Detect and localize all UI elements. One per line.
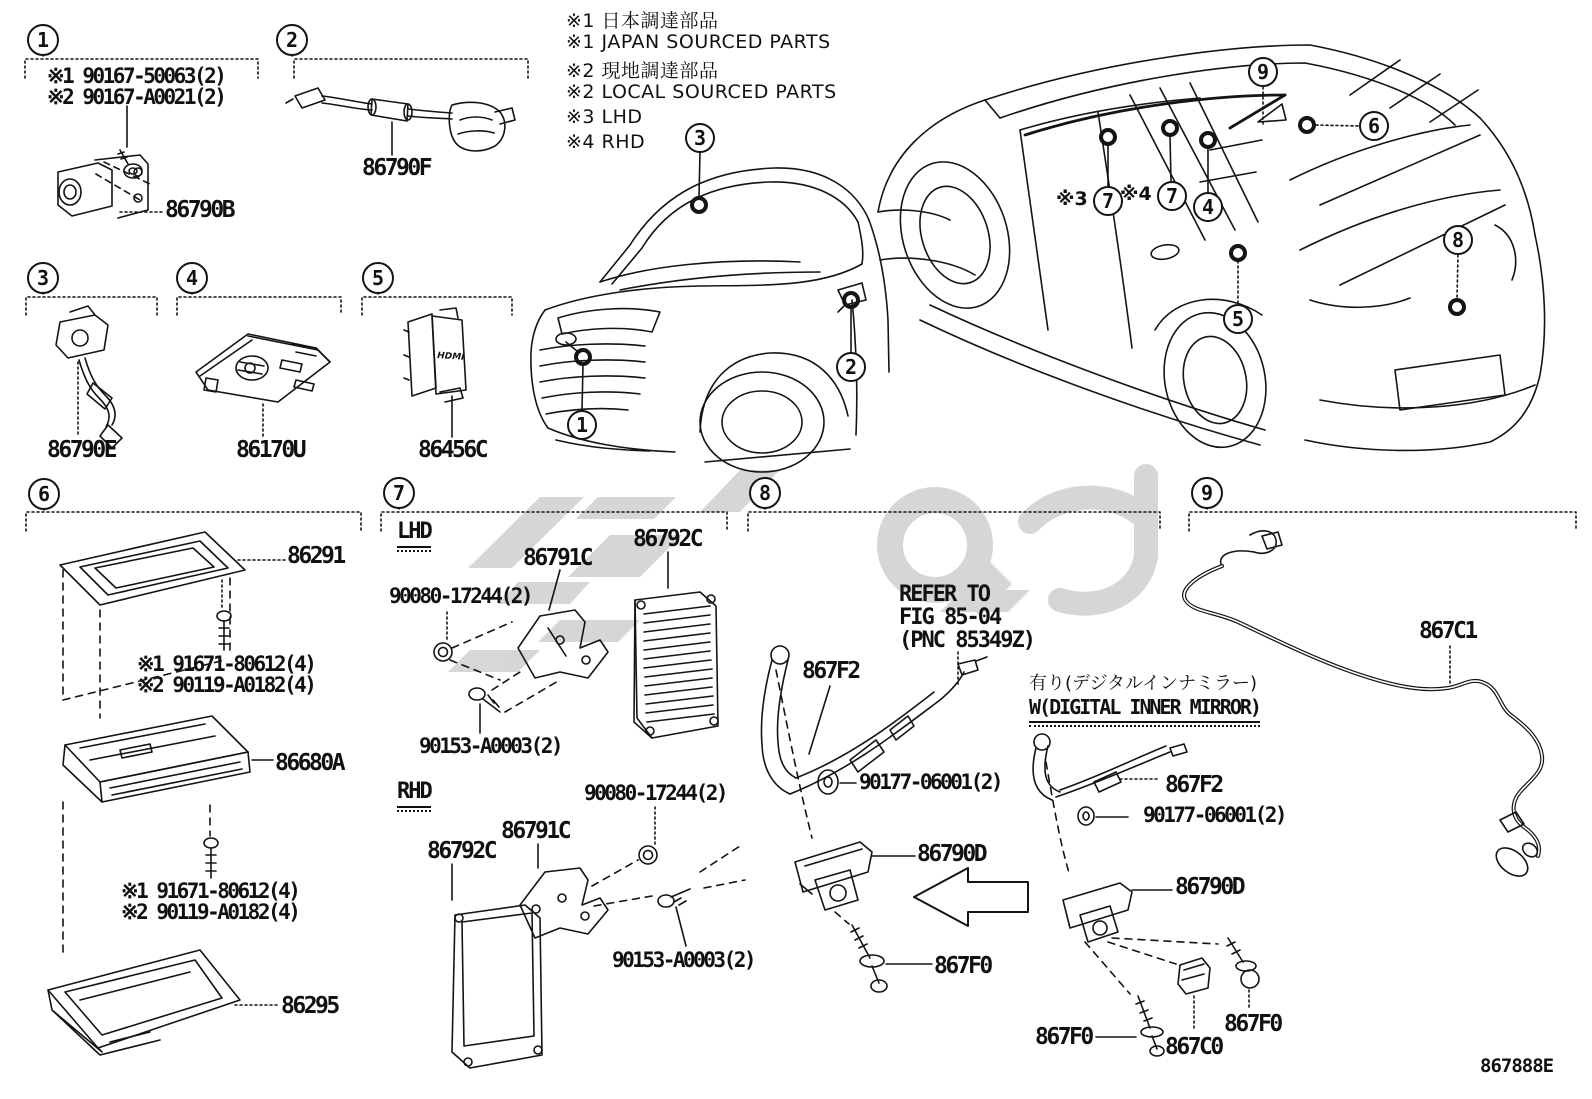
- svg-text:5: 5: [1231, 307, 1245, 331]
- part-number-86790F[interactable]: 86790F: [362, 155, 431, 181]
- part-number-867C1[interactable]: 867C1: [1419, 618, 1476, 644]
- part-number-90153-lhd[interactable]: 90153-A0003(2): [419, 734, 562, 758]
- part-note: ※1 91671-80612(4): [121, 879, 299, 903]
- rear-mark-rhd: ※4: [1120, 183, 1152, 205]
- hdmi-logo-text: HDMI: [436, 351, 465, 363]
- svg-text:3: 3: [36, 266, 50, 290]
- s7-rhd-drawing: [452, 807, 745, 1068]
- s7-lhd-drawing: [434, 552, 718, 738]
- legend-line: ※1 JAPAN SOURCED PARTS: [566, 31, 831, 53]
- callout-section-9: [1192, 478, 1222, 508]
- refer-note-line2: FIG 85-04: [899, 605, 1001, 630]
- rear-mark-lhd: ※3: [1056, 188, 1088, 210]
- callout-section-3: [28, 263, 58, 293]
- part-number-90177[interactable]: 90177-06001(2): [859, 770, 1002, 794]
- part-number-86680A[interactable]: 86680A: [275, 750, 344, 776]
- callout-car-7b: [1158, 182, 1186, 210]
- part-86456C-drawing: [404, 308, 466, 437]
- part-number-90177-dim[interactable]: 90177-06001(2): [1143, 803, 1286, 827]
- callout-car-1: [568, 411, 596, 439]
- svg-text:1: 1: [36, 28, 50, 52]
- part-86170U-drawing: [196, 334, 330, 437]
- svg-text:7: 7: [392, 481, 406, 505]
- callout-section-5: [363, 263, 393, 293]
- part-note: ※1 91671-80612(4): [137, 652, 315, 676]
- svg-text:6: 6: [37, 482, 51, 506]
- callout-section-7: [384, 478, 414, 508]
- svg-text:6: 6: [1367, 114, 1381, 138]
- callout-car-7a: [1094, 187, 1122, 215]
- refer-note-line3: (PNC 85349Z): [899, 628, 1034, 653]
- dim-title-jp: 有り(デジタルインナミラー): [1029, 673, 1258, 694]
- callout-section-1: [28, 25, 58, 55]
- part-number-867F2[interactable]: 867F2: [802, 658, 859, 684]
- callout-section-6: [29, 479, 59, 509]
- svg-text:4: 4: [185, 266, 199, 290]
- part-number-86790D-dim[interactable]: 86790D: [1175, 874, 1244, 900]
- svg-text:7: 7: [1165, 184, 1179, 208]
- part-number-867C0[interactable]: 867C0: [1165, 1034, 1222, 1060]
- part-note: ※2 90119-A0182(4): [137, 673, 315, 697]
- svg-text:2: 2: [285, 28, 299, 52]
- part-number-867F0[interactable]: 867F0: [934, 953, 991, 979]
- callout-section-8: [750, 478, 780, 508]
- part-86790B-drawing: [58, 106, 163, 218]
- legend: [566, 6, 837, 156]
- part-number-867F0-dim-right[interactable]: 867F0: [1224, 1011, 1281, 1037]
- callout-car-6: [1360, 112, 1388, 140]
- part-note: ※1 90167-50063(2): [47, 64, 225, 88]
- part-number-86790B[interactable]: 86790B: [165, 197, 234, 223]
- legend-line: ※2 現地調達部品: [566, 60, 719, 82]
- part-86790E-drawing: [56, 306, 122, 448]
- watermark-logo: [448, 470, 1146, 672]
- callout-car-9: [1249, 58, 1277, 86]
- callout-car-2: [837, 353, 865, 381]
- callout-section-4: [177, 263, 207, 293]
- part-number-86456C[interactable]: 86456C: [418, 437, 487, 463]
- part-number-86170U[interactable]: 86170U: [236, 437, 305, 463]
- legend-line: ※1 日本調達部品: [566, 10, 719, 32]
- part-number-90153-rhd[interactable]: 90153-A0003(2): [612, 948, 755, 972]
- diagram-code: 867888E: [1480, 1055, 1554, 1077]
- callout-section-2: [277, 25, 307, 55]
- part-number-90080-lhd[interactable]: 90080-17244(2): [389, 584, 532, 608]
- dim-title-en: W(DIGITAL INNER MIRROR): [1029, 695, 1260, 723]
- part-number-90080-rhd[interactable]: 90080-17244(2): [584, 781, 727, 805]
- part-86295-drawing: [48, 950, 278, 1055]
- part-number-86791C-rhd[interactable]: 86791C: [501, 818, 570, 844]
- callout-car-5: [1224, 305, 1252, 333]
- svg-text:4: 4: [1201, 195, 1215, 219]
- legend-line: ※4 RHD: [566, 131, 646, 153]
- part-note: ※2 90167-A0021(2): [47, 85, 225, 109]
- svg-text:3: 3: [693, 126, 707, 150]
- part-number-86791C-lhd[interactable]: 86791C: [523, 545, 592, 571]
- rear-car-drawing: [878, 45, 1545, 457]
- variant-heading-lhd: LHD: [397, 519, 431, 548]
- variant-heading-rhd: RHD: [397, 779, 431, 808]
- svg-text:7: 7: [1101, 189, 1115, 213]
- part-note: ※2 90119-A0182(4): [121, 900, 299, 924]
- part-number-86792C-lhd[interactable]: 86792C: [633, 526, 702, 552]
- s8-main-drawing: [761, 646, 1028, 992]
- part-number-867F2-dim[interactable]: 867F2: [1165, 772, 1222, 798]
- part-86790F-drawing: [286, 88, 515, 155]
- part-number-86291[interactable]: 86291: [287, 543, 344, 569]
- svg-text:9: 9: [1200, 481, 1214, 505]
- svg-text:8: 8: [1451, 228, 1465, 252]
- legend-line: ※3 LHD: [566, 106, 643, 128]
- part-number-86790E[interactable]: 86790E: [47, 437, 116, 463]
- svg-text:5: 5: [371, 266, 385, 290]
- svg-text:2: 2: [844, 355, 858, 379]
- svg-text:9: 9: [1256, 60, 1270, 84]
- refer-note-line1: REFER TO: [899, 582, 989, 607]
- part-number-86790D[interactable]: 86790D: [917, 841, 986, 867]
- svg-text:1: 1: [575, 413, 589, 437]
- legend-line: ※2 LOCAL SOURCED PARTS: [566, 81, 837, 103]
- part-number-86792C-rhd[interactable]: 86792C: [427, 838, 496, 864]
- svg-text:8: 8: [758, 481, 772, 505]
- part-number-86295[interactable]: 86295: [281, 993, 338, 1019]
- callout-car-4: [1194, 193, 1222, 221]
- part-number-867F0-dim-left[interactable]: 867F0: [1035, 1024, 1092, 1050]
- callout-car-8: [1444, 226, 1472, 254]
